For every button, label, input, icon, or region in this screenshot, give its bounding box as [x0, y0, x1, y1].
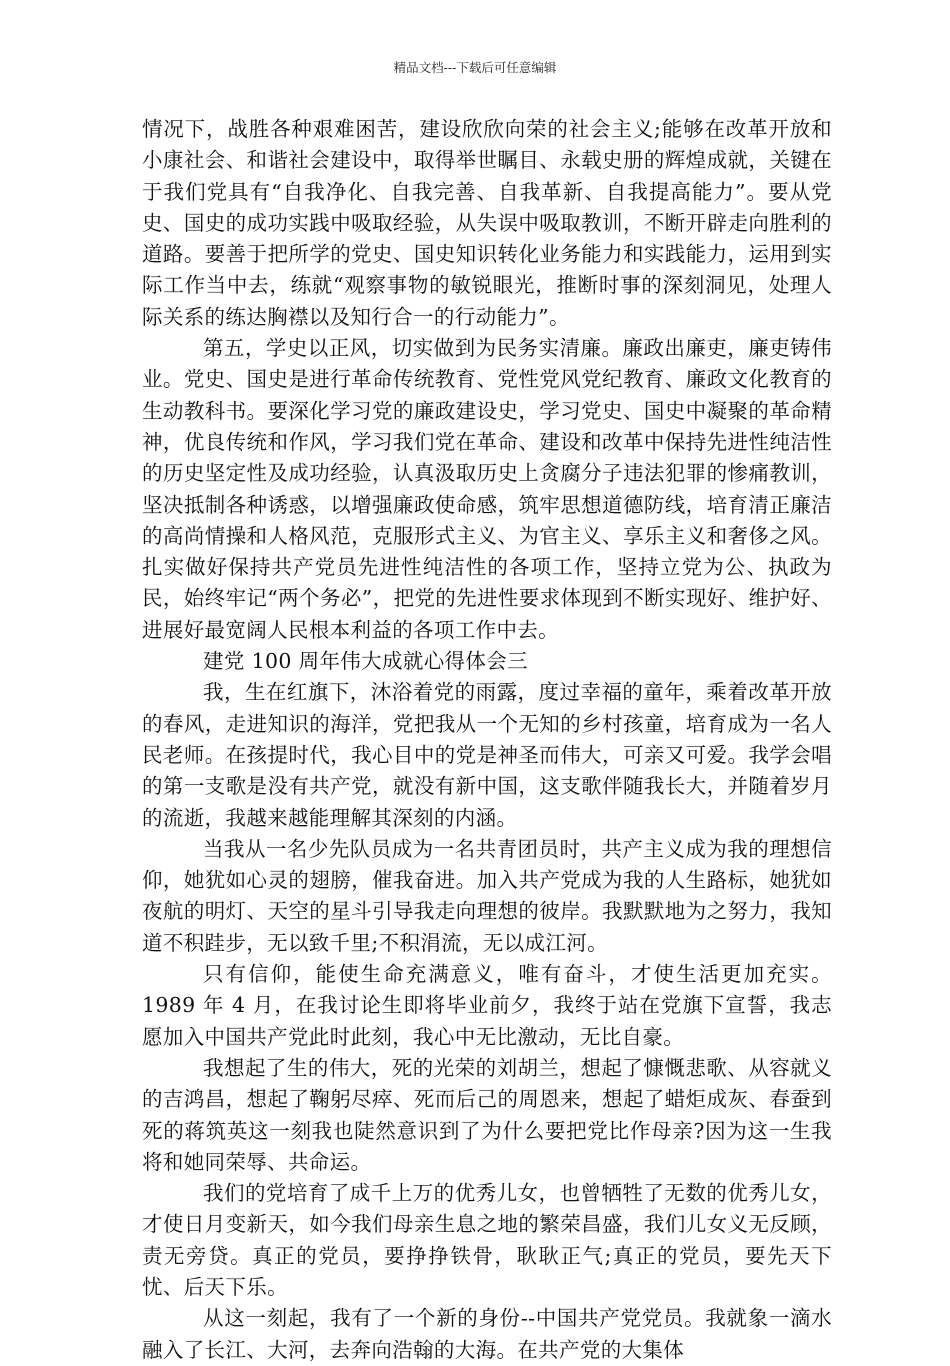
paragraph: 我，生在红旗下，沐浴着党的雨露，度过幸福的童年，乘着改革开放的春风，走进知识的海洋，党把我从一个无知的乡村孩童，培育成为一名人民老师。在孩提时代，我心目中的党是神圣而伟大，可亲又可爱。我学会唱的第一支歌是没有共产党，就没有新中国，这支歌伴随我长大，并随着岁月的流逝，我越来越能理解其深刻的内涵。 [142, 680, 832, 830]
paragraph: 从这一刻起，我有了一个新的身份--中国共产党党员。我就象一滴水融入了长江、大河，去奔向浩翰的大海。在共产党的大集体 [142, 1306, 832, 1362]
document-body [142, 114, 832, 1366]
section-heading: 建党 100 周年伟大成就心得体会三 [203, 649, 528, 674]
paragraph: 第五，学史以正风，切实做到为民务实清廉。廉政出廉吏，廉吏铸伟业。党史、国史是进行革命传统教育、党性党风党纪教育、廉政文化教育的生动教科书。要深化学习党的廉政建设史，学习党史、国史中凝聚的革命精神，优良传统和作风，学习我们党在革命、建设和改革中保持先进性纯洁性的历史坚定性及成功经验，认真汲取历史上贪腐分子违法犯罪的惨痛教训，坚决抵制各种诱惑，以增强廉政使命感，筑牢思想道德防线，培育清正廉洁的高尚情操和人格风范，克服形式主义、为官主义、享乐主义和奢侈之风。扎实做好保持共产党员先进性纯洁性的各项工作，坚持立党为公、执政为民，始终牢记“两个务必”，把党的先进性要求体现到不断实现好、维护好、进展好最宽阔人民根本利益的各项工作中去。 [142, 336, 832, 642]
paragraph: 只有信仰，能使生命充满意义，唯有奋斗，才使生活更加充实。1989 年 4 月，在我讨论生即将毕业前夕，我终于站在党旗下宣誓，我志愿加入中国共产党此时此刻，我心中无比激动，无比自豪。 [142, 962, 832, 1049]
paragraph: 当我从一名少先队员成为一名共青团员时，共产主义成为我的理想信仰，她犹如心灵的翅膀，催我奋进。加入共产党成为我的人生路标，她犹如夜航的明灯、天空的星斗引导我走向理想的彼岸。我默默地为之努力，我知道不积跬步，无以致千里;不积涓流，无以成江河。 [142, 836, 832, 955]
paragraph: 我们的党培育了成千上万的优秀儿女，也曾牺牲了无数的优秀儿女，才使日月变新天，如今我们母亲生息之地的繁荣昌盛，我们儿女义无反顾，责无旁贷。真正的党员，要挣挣铁骨，耿耿正气;真正的党员，要先天下忧、后天下乐。 [142, 1181, 832, 1299]
paragraph: 情况下，战胜各种艰难困苦，建设欣欣向荣的社会主义;能够在改革开放和小康社会、和谐社会建设中，取得举世瞩目、永载史册的辉煌成就，关键在于我们党具有“自我净化、自我完善、自我革新、自我提高能力”。要从党史、国史的成功实践中吸取经验，从失误中吸取教训，不断开辟走向胜利的道路。要善于把所学的党史、国史知识转化业务能力和实践能力，运用到实际工作当中去，练就“观察事物的敏锐眼光，推断时事的深刻洞见，处理人际关系的练达胸襟以及知行合一的行动能力”。 [142, 117, 832, 329]
page-header: 精品文档---下载后可任意编辑 [393, 60, 557, 75]
paragraph: 我想起了生的伟大，死的光荣的刘胡兰，想起了慷慨悲歌、从容就义的吉鸿昌，想起了鞠躬尽瘁、死而后己的周恩来，想起了蜡炬成灰、春蚕到死的蒋筑英这一刻我也陡然意识到了为什么要把党比作母亲?因为这一生我将和她同荣辱、共命运。 [142, 1055, 832, 1174]
